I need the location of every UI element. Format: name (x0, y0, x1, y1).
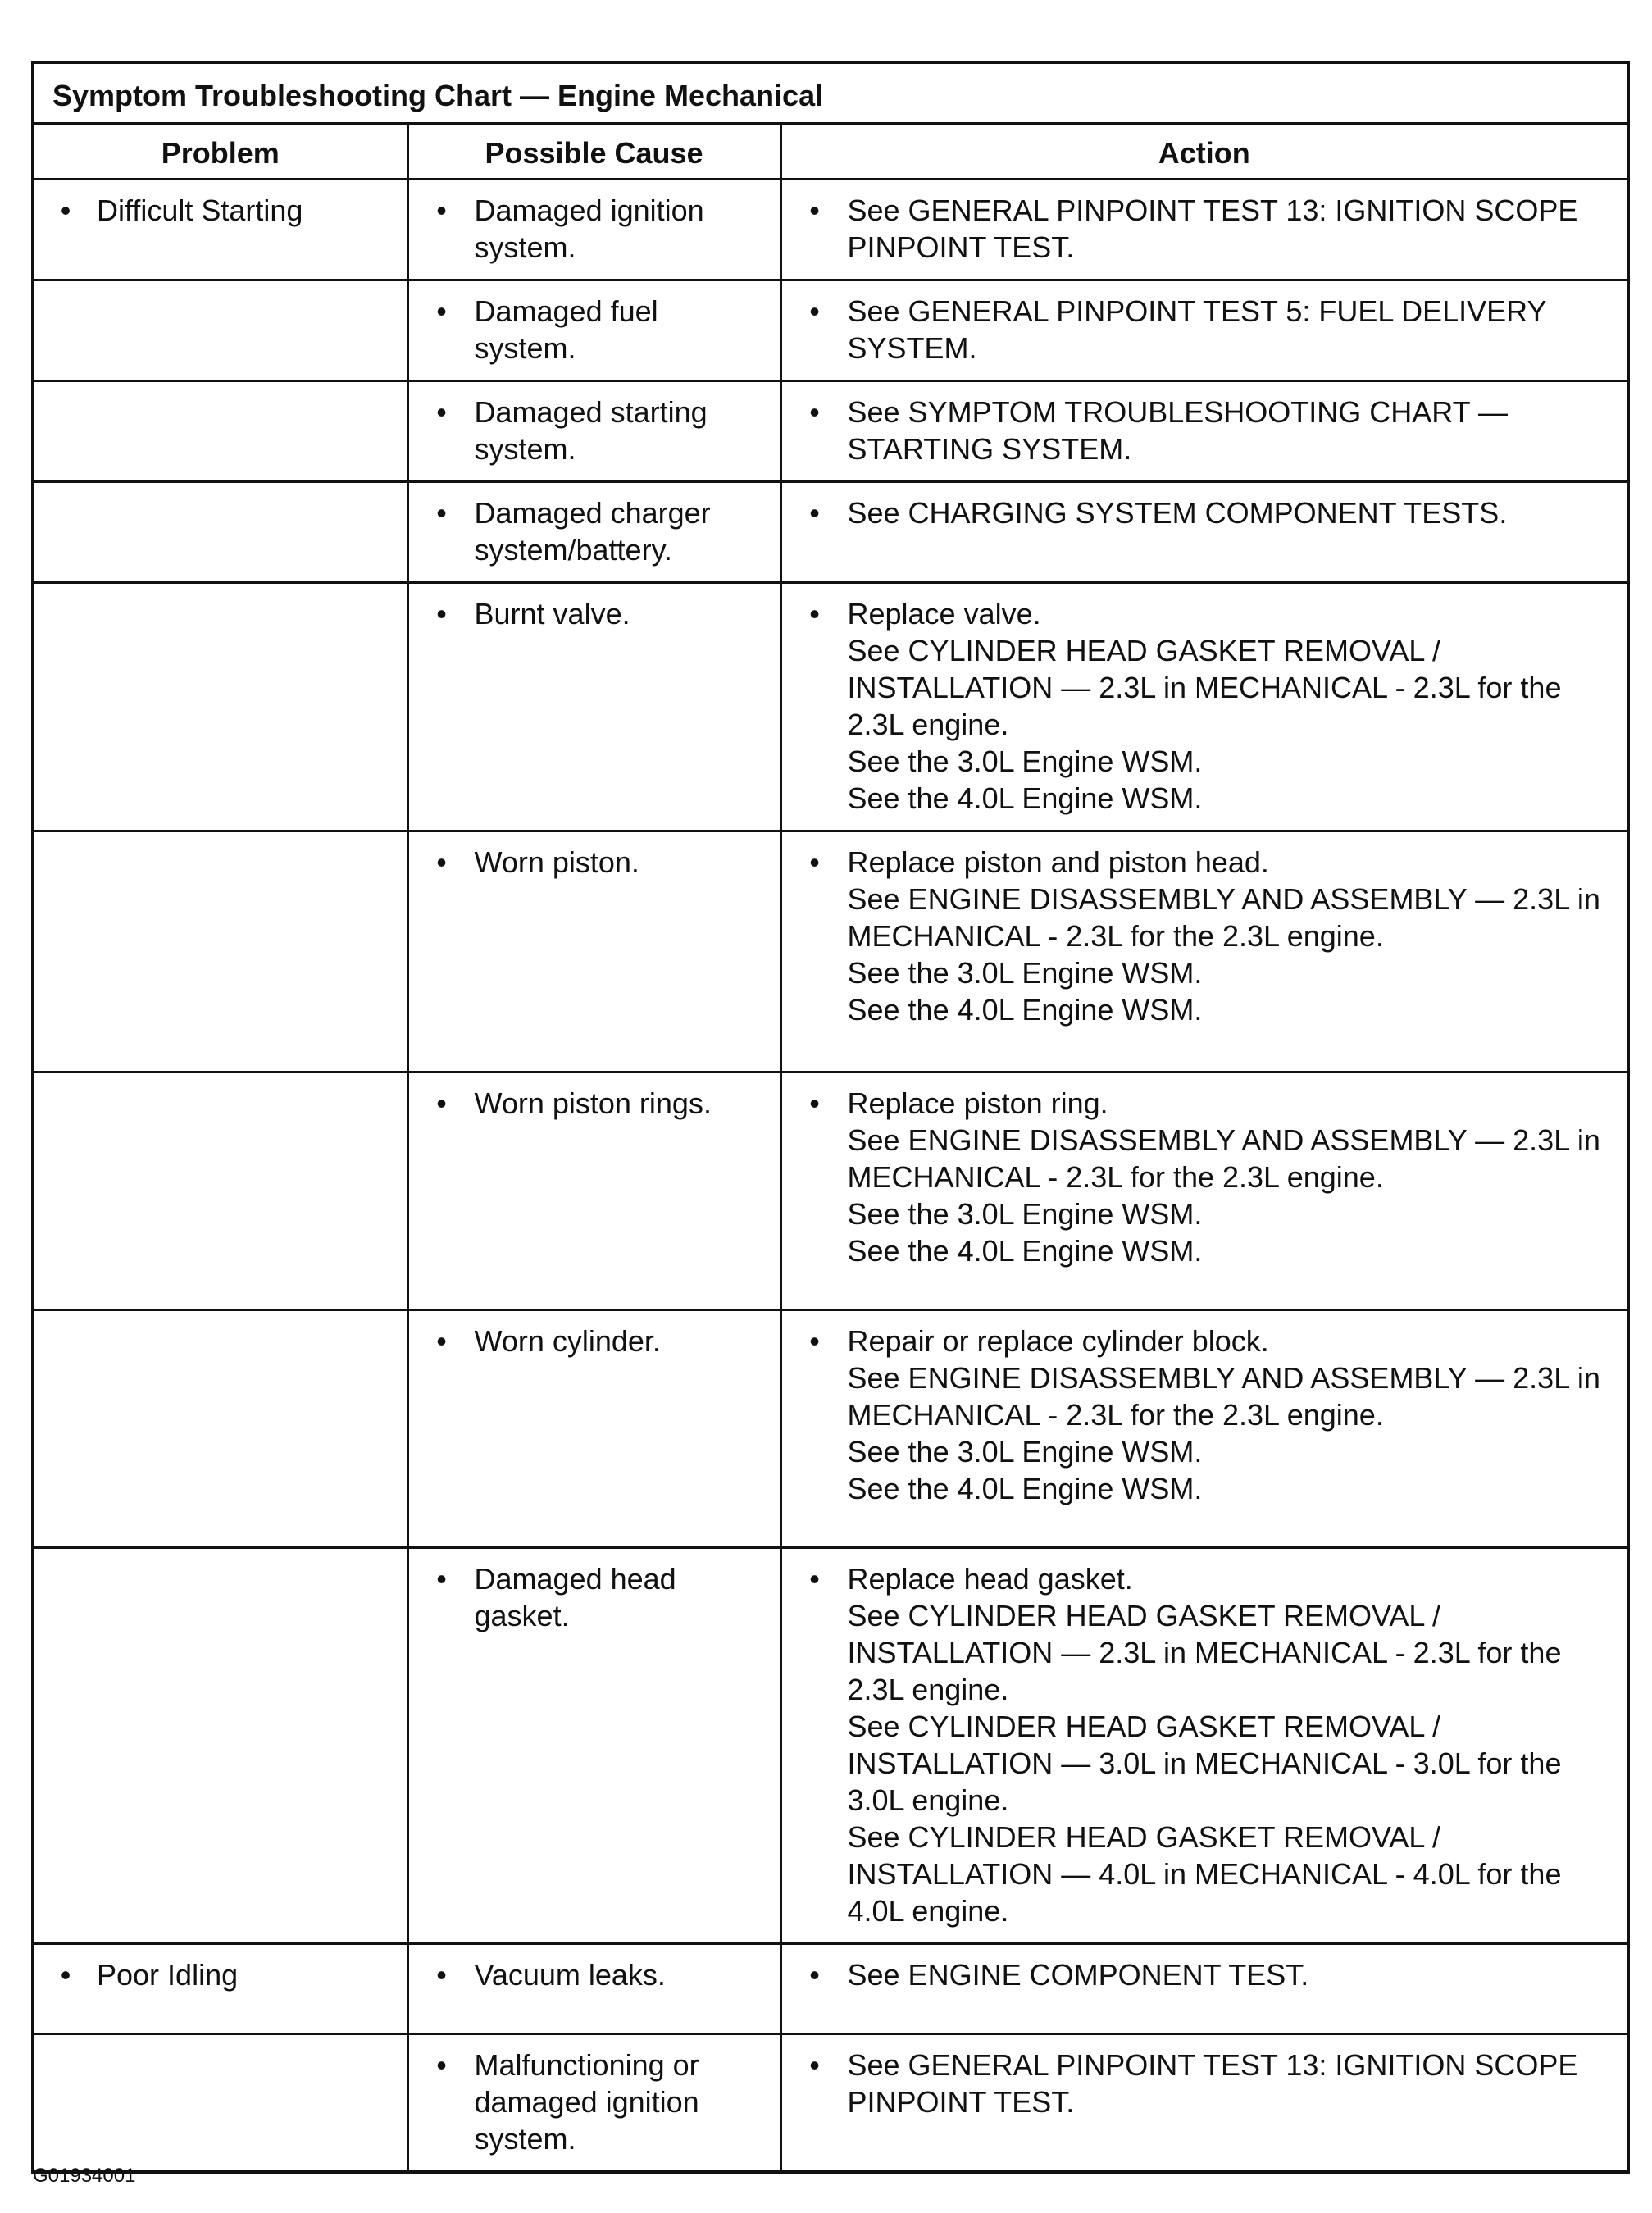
action-cell (780, 1944, 1628, 2034)
bullet-icon: • (436, 1958, 447, 1992)
action-line: See CYLINDER HEAD GASKET REMOVAL / INSTALLATION — 2.3L in MECHANICAL - 2.3L for the 2.3L engine. (847, 634, 1562, 741)
problem-cell (33, 482, 407, 583)
action-line: See CYLINDER HEAD GASKET REMOVAL / INSTALLATION — 2.3L in MECHANICAL - 2.3L for the 2.3L engine. (847, 1599, 1562, 1706)
bullet-icon: • (436, 1086, 447, 1120)
bullet-icon: • (809, 1324, 820, 1358)
troubleshooting-chart-table (31, 61, 1630, 2174)
possible-cause-text: Worn piston. (474, 845, 639, 879)
possible-cause-cell (407, 180, 780, 280)
possible-cause-text: Damaged starting system. (474, 395, 708, 466)
action-line: See ENGINE DISASSEMBLY AND ASSEMBLY — 2.3L in MECHANICAL - 2.3L for the 2.3L engine. (847, 882, 1600, 953)
possible-cause-text: Damaged ignition system. (474, 194, 704, 264)
possible-cause-text: Worn piston rings. (474, 1086, 712, 1120)
bullet-icon: • (60, 194, 71, 227)
bullet-icon: • (809, 294, 820, 328)
table-row (33, 1072, 1628, 1310)
problem-cell (33, 1310, 407, 1548)
action-line: See CYLINDER HEAD GASKET REMOVAL / INSTALLATION — 3.0L in MECHANICAL - 3.0L for the 3.0L engine. (847, 1710, 1562, 1817)
action-line: See the 3.0L Engine WSM. (847, 956, 1203, 990)
bullet-icon: • (809, 597, 820, 631)
table-row (33, 280, 1628, 381)
header-action: Action (780, 124, 1628, 180)
problem-cell (33, 381, 407, 482)
action-cell (780, 1310, 1628, 1548)
bullet-icon: • (809, 194, 820, 227)
action-line: See the 4.0L Engine WSM. (847, 781, 1203, 815)
problem-cell (33, 280, 407, 381)
action-cell (780, 280, 1628, 381)
bullet-icon: • (60, 1958, 71, 1992)
problem-cell (33, 831, 407, 1072)
action-cell (780, 180, 1628, 280)
bullet-icon: • (436, 194, 447, 227)
problem-cell (33, 1548, 407, 1944)
action-line: See CYLINDER HEAD GASKET REMOVAL / INSTALLATION — 4.0L in MECHANICAL - 4.0L for the 4.0L engine. (847, 1820, 1562, 1928)
bullet-icon: • (436, 845, 447, 879)
action-line: Replace valve. (847, 597, 1041, 631)
action-line: See the 4.0L Engine WSM. (847, 993, 1203, 1027)
possible-cause-cell (407, 1548, 780, 1944)
possible-cause-text: Burnt valve. (474, 597, 630, 631)
bullet-icon: • (436, 395, 447, 429)
action-text (848, 1323, 1616, 1507)
action-cell (780, 1548, 1628, 1944)
action-cell (780, 831, 1628, 1072)
bullet-icon: • (809, 1086, 820, 1120)
bullet-icon: • (809, 845, 820, 879)
possible-cause-cell (407, 1310, 780, 1548)
action-line: See CHARGING SYSTEM COMPONENT TESTS. (847, 496, 1508, 530)
action-text (848, 1560, 1616, 1929)
chart-title: Symptom Troubleshooting Chart — Engine Mechanical (33, 62, 1628, 124)
chart-title-row (33, 62, 1628, 124)
table-row (33, 482, 1628, 583)
action-line: Replace piston ring. (847, 1086, 1108, 1120)
possible-cause-cell (407, 280, 780, 381)
table-row (33, 1310, 1628, 1548)
possible-cause-text: Worn cylinder. (474, 1324, 661, 1358)
action-line: See ENGINE DISASSEMBLY AND ASSEMBLY — 2.3L in MECHANICAL - 2.3L for the 2.3L engine. (847, 1361, 1600, 1432)
possible-cause-text: Damaged fuel system. (474, 294, 658, 365)
action-text (848, 293, 1616, 367)
possible-cause-cell (407, 2034, 780, 2173)
bullet-icon: • (809, 496, 820, 530)
bullet-icon: • (436, 1324, 447, 1358)
action-cell (780, 482, 1628, 583)
action-line: See GENERAL PINPOINT TEST 13: IGNITION SCOPE PINPOINT TEST. (847, 194, 1578, 264)
action-text (848, 595, 1616, 817)
action-line: See GENERAL PINPOINT TEST 13: IGNITION SCOPE PINPOINT TEST. (847, 2048, 1578, 2119)
action-cell (780, 2034, 1628, 2173)
possible-cause-text: Vacuum leaks. (474, 1958, 666, 1992)
bullet-icon: • (809, 395, 820, 429)
bullet-icon: • (436, 2048, 447, 2082)
bullet-icon: • (436, 294, 447, 328)
problem-cell (33, 1072, 407, 1310)
possible-cause-text: Malfunctioning or damaged ignition system. (474, 2048, 699, 2156)
action-line: See ENGINE DISASSEMBLY AND ASSEMBLY — 2.3L in MECHANICAL - 2.3L for the 2.3L engine. (847, 1123, 1600, 1194)
bullet-icon: • (436, 1562, 447, 1596)
action-line: See ENGINE COMPONENT TEST. (847, 1958, 1309, 1992)
action-line: See the 3.0L Engine WSM. (847, 744, 1203, 778)
possible-cause-cell (407, 381, 780, 482)
header-problem: Problem (33, 124, 407, 180)
possible-cause-cell (407, 583, 780, 831)
action-text (848, 844, 1616, 1028)
action-line: See the 3.0L Engine WSM. (847, 1435, 1203, 1469)
chart-body (33, 180, 1628, 2173)
possible-cause-cell (407, 831, 780, 1072)
action-text (848, 1956, 1616, 1993)
problem-text: Poor Idling (97, 1958, 239, 1992)
action-text (848, 394, 1616, 467)
possible-cause-text: Damaged head gasket. (474, 1562, 676, 1632)
problem-cell (33, 1944, 407, 2034)
action-cell (780, 1072, 1628, 1310)
problem-text: Difficult Starting (97, 194, 303, 227)
action-line: Repair or replace cylinder block. (847, 1324, 1269, 1358)
possible-cause-cell (407, 1944, 780, 2034)
action-text (848, 192, 1616, 266)
possible-cause-cell (407, 1072, 780, 1310)
possible-cause-text: Damaged charger system/battery. (474, 496, 711, 567)
bullet-icon: • (436, 597, 447, 631)
possible-cause-cell (407, 482, 780, 583)
table-row (33, 1548, 1628, 1944)
table-row (33, 583, 1628, 831)
bullet-icon: • (809, 1562, 820, 1596)
figure-id: G01934001 (33, 2165, 136, 2187)
action-line: See GENERAL PINPOINT TEST 5: FUEL DELIVERY SYSTEM. (847, 294, 1546, 365)
header-possible-cause: Possible Cause (407, 124, 780, 180)
problem-cell (33, 180, 407, 280)
action-text (848, 1085, 1616, 1269)
action-text (848, 2047, 1616, 2120)
problem-cell (33, 2034, 407, 2173)
action-line: See the 3.0L Engine WSM. (847, 1197, 1203, 1231)
table-row (33, 2034, 1628, 2173)
table-row (33, 831, 1628, 1072)
action-line: Replace piston and piston head. (847, 845, 1269, 879)
table-row (33, 381, 1628, 482)
action-line: See SYMPTOM TROUBLESHOOTING CHART — STARTING SYSTEM. (847, 395, 1508, 466)
chart-header-row (33, 124, 1628, 180)
problem-cell (33, 583, 407, 831)
table-row (33, 1944, 1628, 2034)
action-cell (780, 583, 1628, 831)
bullet-icon: • (809, 1958, 820, 1992)
bullet-icon: • (809, 2048, 820, 2082)
action-text (848, 494, 1616, 531)
action-cell (780, 381, 1628, 482)
table-row (33, 180, 1628, 280)
action-line: Replace head gasket. (847, 1562, 1133, 1596)
action-line: See the 4.0L Engine WSM. (847, 1234, 1203, 1268)
bullet-icon: • (436, 496, 447, 530)
action-line: See the 4.0L Engine WSM. (847, 1472, 1203, 1505)
